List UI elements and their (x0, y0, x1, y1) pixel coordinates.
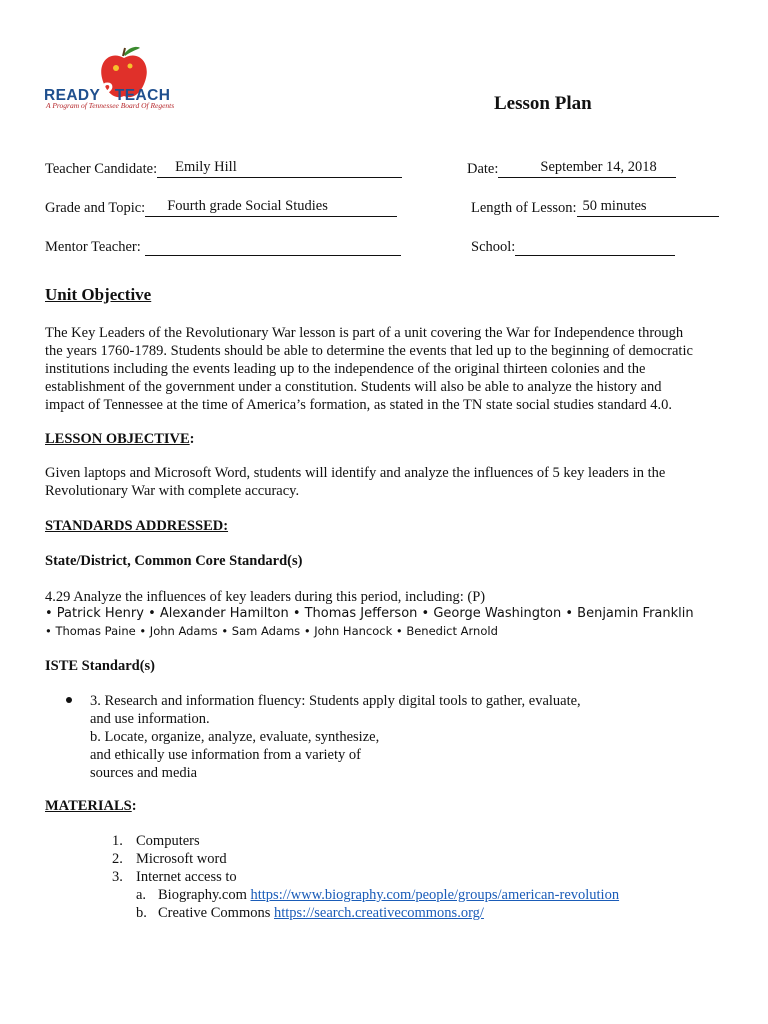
iste-line: and ethically use information from a variety of (90, 747, 361, 763)
grade-topic-value: Fourth grade Social Studies (167, 198, 328, 214)
grade-topic-row (45, 199, 397, 217)
materials-subitem: b. Creative Commons https://search.creativecommons.org/ (136, 905, 484, 921)
leaders-line-1: • Patrick Henry • Alexander Hamilton • Thomas Jefferson • George Washington • Benjamin Franklin (45, 606, 694, 621)
leaders-line-2: • Thomas Paine • John Adams • Sam Adams • John Hancock • Benedict Arnold (45, 624, 498, 638)
standards-heading: STANDARDS ADDRESSED: (45, 518, 229, 534)
materials-heading: MATERIALS: (45, 798, 137, 814)
school-row (471, 238, 675, 256)
lesson-objective-heading: LESSON OBJECTIVE: (45, 431, 195, 447)
lesson-objective-line: Given laptops and Microsoft Word, students will identify and analyze the influences of 5 key leaders in the (45, 465, 666, 481)
materials-item: 1. Computers (112, 833, 200, 849)
date-value: September 14, 2018 (540, 159, 657, 175)
materials-list (112, 832, 237, 886)
state-standard-line: 4.29 Analyze the influences of key leaders during this period, including: (P) (45, 589, 486, 605)
date-row (467, 160, 676, 178)
mentor-row (45, 238, 401, 256)
materials-subitem: a. Biography.com https://www.biography.com/people/groups/american-revolution (136, 887, 620, 903)
state-standard-heading: State/District, Common Core Standard(s) (45, 553, 303, 569)
logo-wordmark: READY2TEACH (44, 78, 171, 104)
school-label: School: (471, 239, 516, 255)
unit-objective-line: the years 1760-1789. Students should be able to determine the events that led up to the beginning of democratic (45, 343, 693, 359)
teacher-candidate-label: Teacher Candidate: (45, 161, 158, 177)
lesson-objective-text (45, 464, 735, 500)
unit-objective-line: impact of Tennessee at the time of America’s formation, as stated in the TN state social studies standard 4.0. (45, 397, 673, 413)
iste-line: and use information. (90, 711, 210, 727)
length-value: 50 minutes (582, 198, 647, 214)
unit-objective-line: establishment of the government under a constitution. Students will also be able to analyze the history and (45, 379, 662, 395)
logo-subtitle: A Program of Tennessee Board Of Regents (46, 101, 175, 110)
biography-link[interactable]: https://www.biography.com/people/groups/american-revolution (250, 887, 620, 903)
bullet-icon (66, 697, 72, 703)
materials-item: 3. Internet access to (112, 869, 237, 885)
iste-list-item (90, 692, 581, 782)
iste-line: 3. Research and information fluency: Students apply digital tools to gather, evaluate, (90, 693, 581, 709)
materials-item: 2. Microsoft word (112, 851, 227, 867)
unit-objective-line: institutions including the events leading up to the independence of the original thirteen colonies and the (45, 361, 646, 377)
materials-sublist (136, 886, 619, 922)
unit-objective-text (45, 324, 735, 414)
teacher-candidate-row (45, 160, 402, 178)
grade-topic-label: Grade and Topic: (45, 200, 146, 216)
unit-objective-line: The Key Leaders of the Revolutionary War lesson is part of a unit covering the War for Independence through (45, 325, 684, 341)
length-label: Length of Lesson: (471, 200, 577, 216)
iste-heading: ISTE Standard(s) (45, 658, 155, 674)
lesson-objective-line: Revolutionary War with complete accuracy. (45, 483, 300, 499)
date-label: Date: (467, 161, 499, 177)
ready2teach-logo (44, 44, 194, 114)
iste-line: b. Locate, organize, analyze, evaluate, synthesize, (90, 729, 380, 745)
teacher-candidate-value: Emily Hill (175, 159, 237, 175)
length-row (471, 199, 719, 217)
mentor-label: Mentor Teacher: (45, 239, 141, 255)
unit-objective-heading: Unit Objective (45, 285, 152, 304)
page-title: Lesson Plan (494, 93, 592, 114)
creative-commons-link[interactable]: https://search.creativecommons.org/ (274, 905, 484, 921)
iste-line: sources and media (90, 765, 198, 781)
